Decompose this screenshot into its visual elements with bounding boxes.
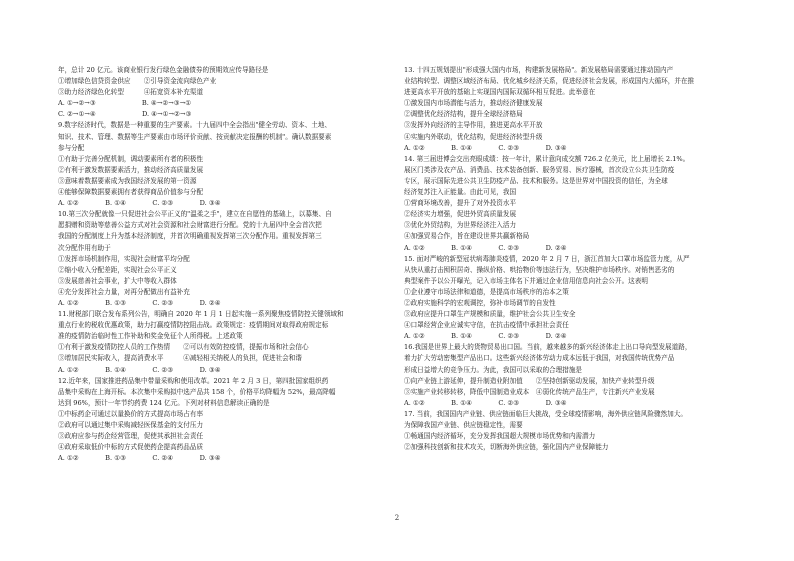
left-column-line: 愿捐赠和资助等慈善公益方式对社会资源和社会财富进行分配。党的十九届四中全会首次把 — [58, 221, 322, 230]
left-column-line: ④政府采取低价中标的方式促使药企提高药品品质 — [58, 443, 204, 452]
left-column-line: ③意味着数据要素成为我国经济发展的第一资源 — [58, 176, 197, 185]
left-column-line: ①有助于完善分配机制，调动要素所有者的积极性 — [58, 154, 204, 163]
right-column-line: 着力扩大劳动密集型产品出口。这些新兴经济体劳动力成本远低于我国，对我国传统优势产品 — [404, 354, 675, 363]
left-column — [58, 65, 394, 464]
right-column-line: A. ①② B. ①④ C. ②③ D. ③④ — [404, 398, 567, 407]
right-column-line: ③政府应提升口罩生产规模和质量，维护社会公共卫生安全 — [404, 310, 576, 319]
right-column-line: ③发挥外向经济的主导作用，推进更高水平开放 — [404, 121, 543, 130]
right-column-line: 17. 当前，我国国内产业链、供应链面临巨大挑战，受全球疫情影响，海外供应链风险骤然加大。 — [404, 409, 687, 418]
right-column — [404, 65, 740, 453]
left-column-line: ④能够保障数据要素拥有者获得商品价值参与分配 — [58, 188, 204, 197]
left-column-line: ①增加绿色信贷资金供应 ②引导资金流向绿色产业 — [58, 77, 217, 86]
left-column-line: 参与分配 — [58, 143, 85, 152]
left-column-line: 9.数字经济时代，数据是一种重要的生产要素。十九届四中全会指出"健全劳动、资本、土地、 — [58, 121, 332, 130]
right-column-line: A. ①② B. ①④ C. ②③ D. ②④ — [404, 243, 567, 252]
right-column-line: 15. 面对严峻的新型冠状病毒肺炎疫情，2020 年 2 月 7 日，浙江首加大口罩市场监管力度，从严 — [404, 254, 690, 263]
right-column-line: ②政府实施科学的宏观调控，弥补市场调节的自发性 — [404, 298, 556, 307]
right-column-line: ①企业遵守市场法律和道德，是提高市场秩序的治本之策 — [404, 287, 569, 296]
right-column-line: 形成日益增大的竞争压力。为此，我国可以采取的合理措施是 — [404, 365, 583, 374]
left-column-line: 我国的分配制度上升为基本经济制度，并首次明确重视发挥第三次分配作用。重视发挥第三 — [58, 232, 322, 241]
left-column-line: 年，总计 20 亿元。该商业银行发行绿色金融债券的预期效应传导路径是 — [58, 66, 269, 74]
right-column-line: 业结构转型、调整区域经济布局、优化城乡经济关系，促进经济社会发展，形成国内大循环，并在推 — [404, 77, 695, 86]
left-column-line: 准的疫情防治临时性工作补助和奖金免征个人所得税。上述政策 — [58, 332, 243, 341]
right-column-line: 展区门类涉及农产品、消费品、技术装备创新、服务贸易、医疗器械，首次设立公共卫生防疫 — [404, 165, 675, 174]
left-column-line: ③增加居民实际收入，提高消费水平 ④减轻相关纳税人的负担，促进社会和谐 — [58, 354, 302, 363]
right-column-line: ①畅通国内经济循环，充分发挥我国超大规模市场优势和内需潜力 — [404, 432, 596, 441]
left-column-line: 重点行业的税收优惠政策，助力打赢疫情防控阻击战。政策规定：疫情期间对取得政府规定标 — [58, 321, 329, 330]
left-column-line: C. ②→①→④ D. ④→①→②→③ — [58, 110, 192, 119]
left-column-line: ②有利于激发数据要素活力，推动经济高质量发展 — [58, 165, 204, 174]
left-column-line: ②缩小收入分配差距，实现社会公平正义 — [58, 265, 177, 274]
right-column-line: ④加强贸易合作，旨在建设世界共赢新格局 — [404, 232, 530, 241]
left-column-line: ③发展慈善社会事业，扩大中等收入群体 — [58, 276, 177, 285]
left-column-line: ③政府应参与药企经营管理，促使其承担社会责任 — [58, 432, 204, 441]
left-column-line: ①中标药企可通过以量换价的方式提高市场占有率 — [58, 409, 204, 418]
right-column-line: A. ①② B. ①④ C. ②③ D. ②④ — [404, 332, 567, 341]
left-column-line: ②政府可以通过集中采购减轻医保基金的支付压力 — [58, 421, 204, 429]
right-column-line: 16.我国是世界上最大的货物贸易出口国。当前，越来越多的新兴经济体走上出口导向型发展道路， — [404, 343, 692, 352]
right-column-line: ③实施产业转移转移，降低中国制造业成本 ④弱化传统产品生产，专注新兴产业发展 — [404, 387, 655, 396]
right-column-line: A. ①② B. ①④ C. ②③ D. ③④ — [404, 143, 567, 152]
right-column-line: 为保障我国产业链、供应链稳定性，需要 — [404, 421, 523, 429]
right-column-line: ④实施内外联动，优化结构，促进经济转型升级 — [404, 132, 543, 141]
left-column-line: 12.近年来，国家推进药品集中带量采购和使用改革。2021 年 2 月 3 日，第四批国家组织药 — [58, 376, 329, 385]
right-column-line: ①向产业链上游延伸，提升制造业附加值 ②坚持创新驱动发展，加快产业转型升级 — [404, 376, 655, 385]
left-column-line: 11.财税部门联合发布系列公告，明确自 2020 年 1 月 1 日起实施一系列聚焦疫情防控关键领域和 — [58, 310, 344, 319]
right-column-line: ④口罩经营企业应诚实守信，在抗击疫情中承担社会责任 — [404, 321, 569, 330]
left-column-line: A. ①② B. ①④ C. ②③ D. ③④ — [58, 365, 221, 374]
left-column-line: A. ①② B. ①④ C. ②③ D. ③④ — [58, 199, 221, 208]
left-column-line: 达到 96%，预计一年节约药费 124 亿元。下列对材料信息解读正确的是 — [58, 398, 270, 407]
left-column-line: ④充分发挥社会力量，对再分配做出有益补充 — [58, 287, 190, 296]
left-column-line: ①有利于激发疫情防控人员的工作热情 ②可以有效防控疫情，提振市场和社会信心 — [58, 343, 309, 352]
right-column-line: 专区，展示国际先进公共卫生防疫产品、技术和服务。这是世界对中国投资的信任，为全球 — [404, 176, 668, 185]
right-column-line: ①营商环境改善，提升了对外投资水平 — [404, 199, 517, 208]
left-column-line: 次分配作用有助于 — [58, 243, 111, 252]
right-column-line: 经济复苏注入正能量。由此可见，我国 — [404, 188, 517, 197]
right-column-line: ③优化外贸结构，为世界经济注入活力 — [404, 221, 517, 230]
left-column-line: A. ①→②→③ B. ④→②→③→① — [58, 99, 192, 108]
right-column-line: 典型案件予以公开曝光，记入市场主体名下并通过企业信用信息向社会公开。这表明 — [404, 276, 648, 285]
right-column-line: ②调整优化经济结构，提升全球经济格局 — [404, 110, 523, 119]
left-column-line: 10.第三次分配就像一只促进社会公平正义的"温柔之手"，建立在自愿性的基础上，以募集、自 — [58, 210, 332, 219]
left-column-line: 知识、技术、管理、数据等生产要素由市场评价贡献、按贡献决定报酬的机制"。确认数据要素 — [58, 132, 332, 141]
left-column-line: ③助力经济绿色化转型 ④拓宽资本补充渠道 — [58, 88, 204, 97]
right-column-line: ①激发国内市场潜能与活力，推动经济健康发展 — [404, 99, 543, 108]
right-column-line: 从快从重打击囤积居奇、操纵价格、哄抬物价等违法行为，坚决维护市场秩序。对销售恶劣的 — [404, 265, 675, 274]
right-column-line: 进更高水平开放的基础上实现国内国际双循环相互促进。此举意在 — [404, 88, 596, 97]
right-column-line: 13. 十四五规划提出"形成强大国内市场，构建新发展格局"。新发展格局需要通过推动国内产 — [404, 66, 674, 74]
left-column-line: ①发挥市场机制作用，实现社会财富平均分配 — [58, 254, 190, 263]
right-column-line: 14. 第三届进博会交出亮眼成绩：按一年计，累计意向成交额 726.2 亿美元，比上届增长 2.1%。 — [404, 154, 690, 163]
left-column-line: A. ①② B. ①③ C. ②③ D. ②④ — [58, 298, 221, 307]
page-number: 2 — [394, 514, 400, 522]
left-column-line: 品集中采购在上海开标。本次集中采购拟中选产品共 158 个，价格平均降幅为 52%，最高降幅 — [58, 387, 336, 396]
right-column-line: ②经济实力增强，促进外贸高质量发展 — [404, 210, 517, 219]
left-column-line: A. ①② B. ①③ C. ②④ D. ③④ — [58, 454, 221, 463]
right-column-line: ②加强科技创新和技术攻关，切断海外供应链，强化国内产业保障能力 — [404, 443, 609, 452]
